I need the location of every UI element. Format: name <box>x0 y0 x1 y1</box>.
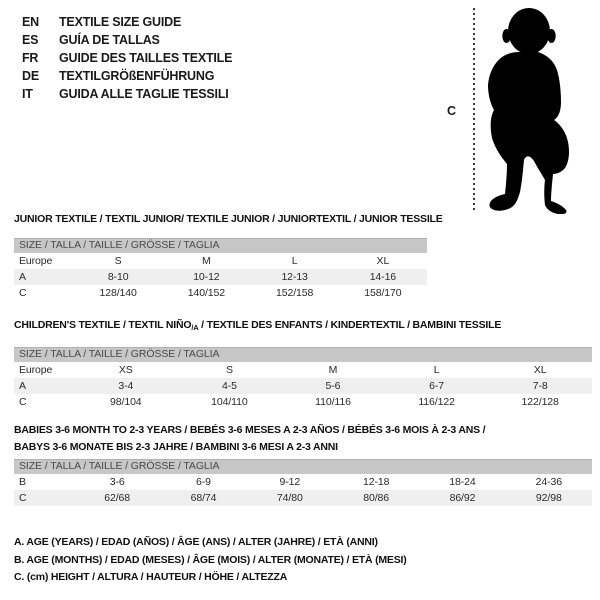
height-cell: 92/98 <box>535 492 562 504</box>
age-cell: 7-8 <box>532 380 548 392</box>
height-cell: 110/116 <box>315 396 351 408</box>
language-code: EN <box>22 15 39 29</box>
age-cell: 8-10 <box>107 271 129 283</box>
language-title: GUÍA DE TALLAS <box>59 33 160 47</box>
children-title-rest: / TEXTILE DES ENFANTS / KINDERTEXTIL / BAMBINI TESSILE <box>198 319 502 331</box>
table-row-europe <box>14 253 427 269</box>
language-row-de <box>22 67 232 85</box>
height-cell: 104/110 <box>211 396 248 408</box>
language-title: TEXTILE SIZE GUIDE <box>59 15 182 29</box>
language-row-it <box>22 85 232 103</box>
size-cell: M <box>328 364 338 376</box>
height-cell: 80/86 <box>363 492 390 504</box>
legend-notes <box>14 536 407 589</box>
size-cell: L <box>433 364 440 376</box>
size-cell: M <box>202 255 211 267</box>
babies-size-header-bar: SIZE / TALLA / TAILLE / GRÖSSE / TAGLIA <box>14 459 592 474</box>
babies-section-title-line2: BABYS 3-6 MONATE BIS 2-3 JAHRE / BAMBINI 3-6 MESI A 2-3 ANNI <box>14 441 338 453</box>
height-cell: 68/74 <box>190 492 217 504</box>
row-label: C <box>19 287 27 299</box>
table-row-age <box>14 378 592 394</box>
language-code: ES <box>22 33 39 47</box>
row-label: A <box>19 380 26 392</box>
height-cell: 122/128 <box>521 396 559 408</box>
note-age-months: B. AGE (MONTHS) / EDAD (MESES) / ÂGE (MOIS) / ALTER (MONATE) / ETÀ (MESI) <box>14 553 407 566</box>
age-cell: 3-4 <box>118 380 134 392</box>
language-title: TEXTILGRÖßENFÜHRUNG <box>59 69 215 83</box>
children-title-main: CHILDREN'S TEXTILE / TEXTIL NIÑO <box>14 319 192 331</box>
age-cell: 9-12 <box>279 476 301 488</box>
language-row-en <box>22 13 232 31</box>
junior-size-header-bar: SIZE / TALLA / TAILLE / GRÖSSE / TAGLIA <box>14 238 427 253</box>
children-size-header-bar: SIZE / TALLA / TAILLE / GRÖSSE / TAGLIA <box>14 347 592 362</box>
age-cell: 14-16 <box>369 271 397 283</box>
row-label: Europe <box>19 364 53 376</box>
junior-section-title: JUNIOR TEXTILE / TEXTIL JUNIOR/ TEXTILE JUNIOR / JUNIORTEXTIL / JUNIOR TESSILE <box>14 213 443 225</box>
row-label: B <box>19 476 26 488</box>
language-code: DE <box>22 69 39 83</box>
children-title-subscript: /A <box>191 323 199 332</box>
language-row-fr <box>22 49 232 67</box>
height-cell: 158/170 <box>364 287 402 299</box>
height-cell: 62/68 <box>104 492 131 504</box>
table-row-height <box>14 394 592 410</box>
babies-section-title-line1: BABIES 3-6 MONTH TO 2-3 YEARS / BEBÉS 3-6 MESES A 2-3 AÑOS / BÉBÉS 3-6 MOIS À 2-3 ANS / <box>14 424 486 436</box>
size-cell: XL <box>376 255 390 267</box>
row-label: C <box>19 396 27 408</box>
age-cell: 18-24 <box>449 476 476 488</box>
age-cell: 12-18 <box>362 476 390 488</box>
age-cell: 3-6 <box>109 476 125 488</box>
height-cell: 140/152 <box>187 287 225 299</box>
size-cell: S <box>114 255 122 267</box>
language-title: GUIDA ALLE TAGLIE TESSILI <box>59 87 229 101</box>
table-row-height <box>14 285 427 301</box>
table-row-age-months <box>14 474 592 490</box>
age-cell: 12-13 <box>281 271 308 283</box>
age-cell: 5-6 <box>325 380 341 392</box>
size-cell: L <box>291 255 298 267</box>
row-label: C <box>19 492 27 504</box>
height-measure-label: C <box>447 104 457 118</box>
height-cell: 116/122 <box>418 396 455 408</box>
age-cell: 4-5 <box>221 380 237 392</box>
language-title: GUIDE DES TAILLES TEXTILE <box>59 51 233 65</box>
size-cell: S <box>225 364 233 376</box>
language-code: FR <box>22 51 39 65</box>
height-dotted-line <box>473 8 475 210</box>
language-row-es <box>22 31 232 49</box>
children-size-table <box>14 347 592 410</box>
toddler-silhouette-icon <box>483 7 580 214</box>
note-height-cm: C. (cm) HEIGHT / ALTURA / HAUTEUR / HÖHE / ALTEZZA <box>14 571 288 583</box>
age-cell: 24-36 <box>535 476 562 488</box>
age-cell: 10-12 <box>193 271 220 283</box>
height-cell: 128/140 <box>99 287 137 299</box>
note-age-years: A. AGE (YEARS) / EDAD (AÑOS) / ÂGE (ANS) / ALTER (JAHRE) / ETÀ (ANNI) <box>14 536 378 548</box>
age-cell: 6-9 <box>196 476 211 488</box>
row-label: Europe <box>19 255 53 267</box>
height-cell: 74/80 <box>276 492 303 504</box>
height-cell: 86/92 <box>449 492 476 504</box>
table-row-age <box>14 269 427 285</box>
language-list <box>22 13 232 103</box>
junior-size-table <box>14 238 427 301</box>
age-cell: 6-7 <box>429 380 445 392</box>
language-code: IT <box>22 87 33 101</box>
children-section-title <box>14 319 501 332</box>
height-cell: 152/158 <box>275 287 314 299</box>
table-row-height <box>14 490 592 506</box>
babies-size-table <box>14 459 592 506</box>
row-label: A <box>19 271 26 283</box>
table-row-europe <box>14 362 592 378</box>
height-cell: 98/104 <box>110 396 142 408</box>
size-cell: XL <box>533 364 547 376</box>
size-cell: XS <box>118 364 133 376</box>
